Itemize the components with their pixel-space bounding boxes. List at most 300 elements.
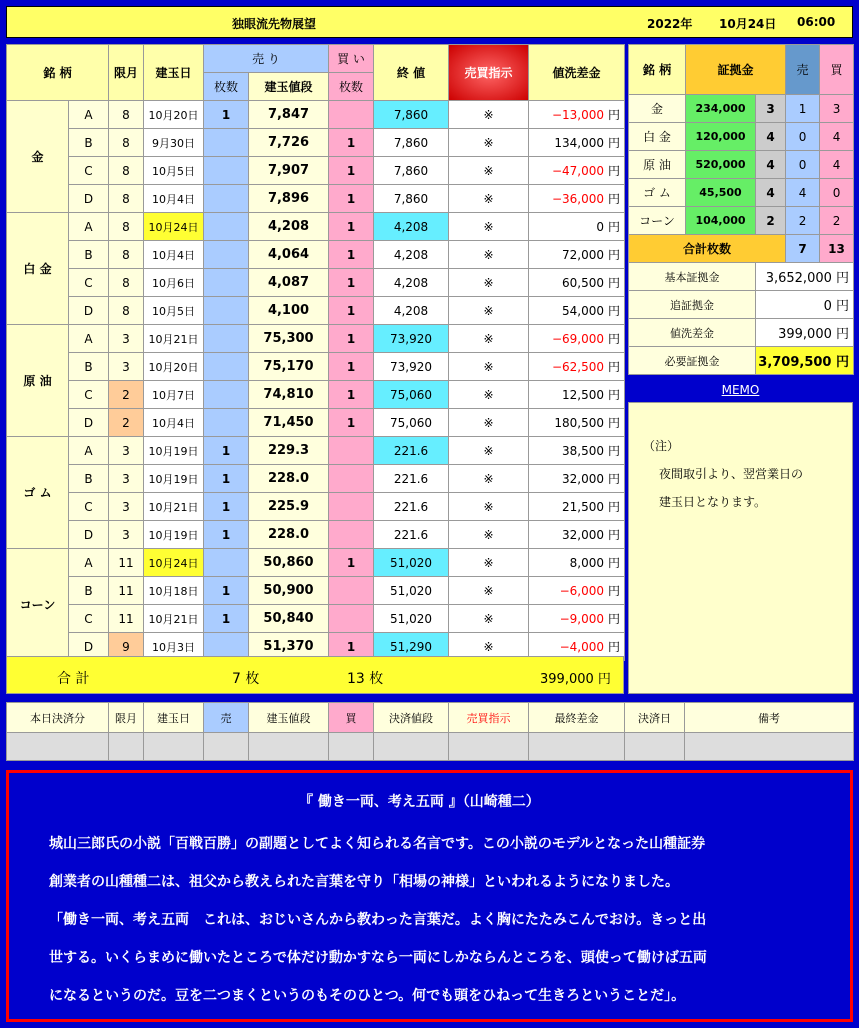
quote-title: 『 働き一両、考え五両 』（山崎種二） — [299, 794, 540, 810]
row-close: 73,920 — [374, 325, 449, 353]
side-margin: 234,000 — [686, 95, 756, 123]
side-header-sell: 売 — [786, 45, 820, 95]
header-brand: 銘 柄 — [7, 45, 109, 101]
row-signal: ※ — [449, 381, 529, 409]
table-row — [7, 129, 625, 157]
row-price: 75,170 — [249, 353, 329, 381]
row-diff-value: −69,000 — [551, 332, 604, 346]
table-row — [7, 465, 625, 493]
side-brand: 原 油 — [629, 151, 686, 179]
settle-cell — [374, 733, 449, 761]
row-diff-yen: 円 — [608, 108, 621, 122]
row-date: 10月20日 — [144, 101, 204, 129]
row-buy-count: 1 — [329, 157, 374, 185]
quote-box — [6, 770, 853, 1022]
row-sell-count — [204, 297, 249, 325]
table-row — [7, 521, 625, 549]
row-date: 10月21日 — [144, 605, 204, 633]
row-month: 8 — [109, 129, 144, 157]
row-month: 2 — [109, 409, 144, 437]
side-header-margin: 証拠金 — [686, 45, 786, 95]
row-close: 7,860 — [374, 185, 449, 213]
summary-value: 3,709,500 円 — [756, 347, 854, 375]
row-sell-count — [204, 325, 249, 353]
settle-cell — [144, 733, 204, 761]
row-sell-count — [204, 409, 249, 437]
quote-line-5: になるというのだ。豆を二つまくというのもそのひとつ。何でも頭をひねって生きろということだ」。 — [49, 988, 686, 1004]
row-diff — [529, 325, 625, 353]
settle-header: 備考 — [685, 703, 854, 733]
header-sell: 売 り — [204, 45, 329, 73]
row-signal: ※ — [449, 605, 529, 633]
row-diff-yen: 円 — [608, 556, 621, 570]
row-key: A — [69, 325, 109, 353]
row-date: 10月5日 — [144, 157, 204, 185]
row-diff — [529, 213, 625, 241]
row-close: 51,020 — [374, 577, 449, 605]
settle-header: 売 — [204, 703, 249, 733]
row-month: 3 — [109, 465, 144, 493]
settle-cell — [529, 733, 625, 761]
side-count: 3 — [756, 95, 786, 123]
brand-name: コーン — [7, 549, 69, 661]
row-buy-count — [329, 465, 374, 493]
row-close: 221.6 — [374, 493, 449, 521]
memo-box — [628, 402, 853, 694]
row-date: 10月7日 — [144, 381, 204, 409]
header-date: 10月24日 — [719, 17, 777, 31]
row-diff-yen: 円 — [608, 248, 621, 262]
row-month: 3 — [109, 521, 144, 549]
row-diff-value: 32,000 — [562, 528, 604, 542]
side-buy: 4 — [820, 123, 854, 151]
title-bar — [6, 6, 853, 38]
memo-link[interactable]: MEMO — [628, 378, 853, 402]
row-key: D — [69, 297, 109, 325]
table-row — [7, 381, 625, 409]
row-diff — [529, 185, 625, 213]
header-date: 建玉日 — [144, 45, 204, 101]
row-diff-yen: 円 — [608, 444, 621, 458]
row-key: B — [69, 241, 109, 269]
settle-cell — [7, 733, 109, 761]
row-diff-value: 32,000 — [562, 472, 604, 486]
row-diff — [529, 101, 625, 129]
row-sell-count — [204, 157, 249, 185]
row-diff-yen: 円 — [608, 360, 621, 374]
row-diff-yen: 円 — [608, 276, 621, 290]
row-diff-value: −62,500 — [551, 360, 604, 374]
summary-row — [629, 291, 854, 319]
row-month: 3 — [109, 325, 144, 353]
row-diff — [529, 129, 625, 157]
settle-header: 決済日 — [625, 703, 685, 733]
row-close: 4,208 — [374, 241, 449, 269]
row-diff-value: −36,000 — [551, 192, 604, 206]
table-row — [7, 325, 625, 353]
row-signal: ※ — [449, 633, 529, 661]
row-diff — [529, 381, 625, 409]
row-buy-count: 1 — [329, 269, 374, 297]
row-buy-count: 1 — [329, 185, 374, 213]
row-month: 8 — [109, 269, 144, 297]
row-diff-yen: 円 — [608, 136, 621, 150]
row-signal: ※ — [449, 325, 529, 353]
quote-line-2: 創業者の山種種二は、祖父から教えられた言葉を守り「相場の神様」といわれるようになりました。 — [49, 874, 679, 890]
side-margin: 120,000 — [686, 123, 756, 151]
row-diff — [529, 353, 625, 381]
row-date: 10月21日 — [144, 493, 204, 521]
side-total-buy: 13 — [820, 235, 854, 263]
row-diff-yen: 円 — [608, 584, 621, 598]
summary-value: 0 円 — [756, 291, 854, 319]
row-buy-count: 1 — [329, 129, 374, 157]
table-row — [7, 353, 625, 381]
row-signal: ※ — [449, 577, 529, 605]
summary-row — [629, 319, 854, 347]
row-date: 10月4日 — [144, 409, 204, 437]
side-row — [629, 179, 854, 207]
row-close: 221.6 — [374, 521, 449, 549]
side-brand: ゴ ム — [629, 179, 686, 207]
row-signal: ※ — [449, 269, 529, 297]
summary-row — [629, 263, 854, 291]
row-key: D — [69, 521, 109, 549]
row-close: 4,208 — [374, 213, 449, 241]
row-diff-yen: 円 — [608, 612, 621, 626]
side-buy: 2 — [820, 207, 854, 235]
row-diff — [529, 521, 625, 549]
row-price: 4,087 — [249, 269, 329, 297]
row-diff-yen: 円 — [608, 472, 621, 486]
row-close: 221.6 — [374, 465, 449, 493]
row-diff-value: 38,500 — [562, 444, 604, 458]
header-time: 06:00 — [797, 15, 836, 29]
row-key: D — [69, 633, 109, 661]
row-diff-value: −47,000 — [551, 164, 604, 178]
row-signal: ※ — [449, 157, 529, 185]
row-date: 10月6日 — [144, 269, 204, 297]
row-diff-yen: 円 — [608, 220, 621, 234]
side-brand: コーン — [629, 207, 686, 235]
table-row — [7, 269, 625, 297]
row-diff — [529, 577, 625, 605]
row-price: 7,896 — [249, 185, 329, 213]
row-key: A — [69, 549, 109, 577]
row-price: 4,064 — [249, 241, 329, 269]
row-key: C — [69, 605, 109, 633]
total-sell: 7 枚 — [232, 671, 260, 687]
side-buy: 0 — [820, 179, 854, 207]
row-sell-count — [204, 381, 249, 409]
row-diff-value: 12,500 — [562, 388, 604, 402]
header-buy: 買 い — [329, 45, 374, 73]
row-diff — [529, 241, 625, 269]
row-diff — [529, 493, 625, 521]
row-buy-count — [329, 437, 374, 465]
row-price: 229.3 — [249, 437, 329, 465]
settle-header: 売買指示 — [449, 703, 529, 733]
row-buy-count — [329, 493, 374, 521]
row-price: 75,300 — [249, 325, 329, 353]
row-key: B — [69, 577, 109, 605]
row-sell-count — [204, 241, 249, 269]
row-key: B — [69, 353, 109, 381]
header-price: 建玉値段 — [249, 73, 329, 101]
row-diff-yen: 円 — [608, 304, 621, 318]
row-close: 7,860 — [374, 157, 449, 185]
row-month: 9 — [109, 633, 144, 661]
table-row — [7, 185, 625, 213]
side-brand: 金 — [629, 95, 686, 123]
row-sell-count — [204, 185, 249, 213]
row-diff-value: 60,500 — [562, 276, 604, 290]
summary-label: 必要証拠金 — [629, 347, 756, 375]
settlement-table — [6, 702, 854, 761]
row-diff — [529, 605, 625, 633]
row-diff-yen: 円 — [608, 192, 621, 206]
row-price: 7,907 — [249, 157, 329, 185]
table-row — [7, 437, 625, 465]
row-diff-yen: 円 — [608, 640, 621, 654]
row-sell-count: 1 — [204, 493, 249, 521]
row-diff — [529, 437, 625, 465]
brand-name: 金 — [7, 101, 69, 213]
row-key: A — [69, 101, 109, 129]
row-signal: ※ — [449, 549, 529, 577]
row-sell-count: 1 — [204, 465, 249, 493]
row-diff-value: 54,000 — [562, 304, 604, 318]
side-row — [629, 207, 854, 235]
row-price: 7,847 — [249, 101, 329, 129]
summary-label: 追証拠金 — [629, 291, 756, 319]
side-count: 4 — [756, 123, 786, 151]
header-year: 2022年 — [647, 17, 693, 31]
row-buy-count: 1 — [329, 381, 374, 409]
row-diff — [529, 297, 625, 325]
row-close: 73,920 — [374, 353, 449, 381]
row-buy-count: 1 — [329, 325, 374, 353]
row-signal: ※ — [449, 409, 529, 437]
row-diff-value: −9,000 — [559, 612, 604, 626]
row-month: 8 — [109, 101, 144, 129]
row-buy-count — [329, 521, 374, 549]
row-close: 51,290 — [374, 633, 449, 661]
side-margin: 104,000 — [686, 207, 756, 235]
row-sell-count: 1 — [204, 101, 249, 129]
row-diff — [529, 269, 625, 297]
row-key: B — [69, 129, 109, 157]
table-row — [7, 549, 625, 577]
row-sell-count — [204, 129, 249, 157]
row-buy-count: 1 — [329, 633, 374, 661]
row-diff-value: −4,000 — [559, 640, 604, 654]
row-date: 10月4日 — [144, 185, 204, 213]
settle-header: 買 — [329, 703, 374, 733]
row-close: 4,208 — [374, 297, 449, 325]
row-date: 10月24日 — [144, 213, 204, 241]
table-row — [7, 605, 625, 633]
row-sell-count — [204, 549, 249, 577]
row-signal: ※ — [449, 185, 529, 213]
row-diff-value: 72,000 — [562, 248, 604, 262]
row-close: 75,060 — [374, 381, 449, 409]
row-diff-yen: 円 — [608, 416, 621, 430]
total-row — [6, 656, 624, 694]
side-sell: 4 — [786, 179, 820, 207]
page-title: 独眼流先物展望 — [232, 17, 317, 31]
row-price: 50,860 — [249, 549, 329, 577]
row-diff-yen: 円 — [608, 332, 621, 346]
row-date: 10月5日 — [144, 297, 204, 325]
row-key: C — [69, 269, 109, 297]
summary-row — [629, 347, 854, 375]
row-diff-yen: 円 — [608, 388, 621, 402]
row-diff-yen: 円 — [608, 164, 621, 178]
row-buy-count — [329, 101, 374, 129]
row-buy-count: 1 — [329, 353, 374, 381]
header-month: 限月 — [109, 45, 144, 101]
row-price: 50,900 — [249, 577, 329, 605]
side-sell: 0 — [786, 151, 820, 179]
quote-line-3: 「働き一両、考え五両 これは、おじいさんから教わった言葉だ。よく胸にたたみこんでおけ。きっと出 — [49, 912, 707, 928]
side-row — [629, 95, 854, 123]
row-price: 71,450 — [249, 409, 329, 437]
brand-name: ゴ ム — [7, 437, 69, 549]
table-row — [7, 577, 625, 605]
row-close: 7,860 — [374, 129, 449, 157]
row-key: B — [69, 465, 109, 493]
side-margin: 45,500 — [686, 179, 756, 207]
summary-label: 基本証拠金 — [629, 263, 756, 291]
row-sell-count: 1 — [204, 437, 249, 465]
row-signal: ※ — [449, 465, 529, 493]
row-month: 8 — [109, 213, 144, 241]
settle-cell — [625, 733, 685, 761]
row-close: 4,208 — [374, 269, 449, 297]
settle-cell — [249, 733, 329, 761]
row-diff-value: −6,000 — [559, 584, 604, 598]
margin-table — [628, 44, 854, 375]
row-close: 51,020 — [374, 549, 449, 577]
settle-cell — [685, 733, 854, 761]
row-date: 9月30日 — [144, 129, 204, 157]
table-row — [7, 493, 625, 521]
row-close: 75,060 — [374, 409, 449, 437]
brand-name: 原 油 — [7, 325, 69, 437]
row-price: 51,370 — [249, 633, 329, 661]
side-count: 4 — [756, 151, 786, 179]
row-diff-value: −13,000 — [551, 108, 604, 122]
side-count: 4 — [756, 179, 786, 207]
row-month: 8 — [109, 157, 144, 185]
row-key: C — [69, 381, 109, 409]
memo-line-1: （注） — [643, 439, 680, 453]
row-diff-value: 180,500 — [554, 416, 604, 430]
row-price: 4,100 — [249, 297, 329, 325]
row-buy-count — [329, 605, 374, 633]
settle-header: 決済値段 — [374, 703, 449, 733]
row-price: 225.9 — [249, 493, 329, 521]
row-month: 3 — [109, 437, 144, 465]
row-signal: ※ — [449, 437, 529, 465]
row-month: 2 — [109, 381, 144, 409]
row-buy-count: 1 — [329, 297, 374, 325]
side-total-label: 合計枚数 — [629, 235, 786, 263]
side-sell: 1 — [786, 95, 820, 123]
settle-header: 建玉値段 — [249, 703, 329, 733]
row-key: C — [69, 157, 109, 185]
row-diff-value: 8,000 — [569, 556, 604, 570]
row-month: 8 — [109, 185, 144, 213]
table-row — [7, 157, 625, 185]
side-sell: 0 — [786, 123, 820, 151]
side-count: 2 — [756, 207, 786, 235]
row-diff — [529, 549, 625, 577]
brand-name: 白 金 — [7, 213, 69, 325]
row-price: 7,726 — [249, 129, 329, 157]
row-key: D — [69, 185, 109, 213]
row-month: 11 — [109, 577, 144, 605]
settle-header: 建玉日 — [144, 703, 204, 733]
settle-header: 本日決済分 — [7, 703, 109, 733]
row-sell-count: 1 — [204, 577, 249, 605]
row-buy-count: 1 — [329, 241, 374, 269]
side-row — [629, 123, 854, 151]
row-month: 3 — [109, 353, 144, 381]
row-key: C — [69, 493, 109, 521]
row-month: 3 — [109, 493, 144, 521]
summary-value: 399,000 円 — [756, 319, 854, 347]
side-brand: 白 金 — [629, 123, 686, 151]
side-buy: 3 — [820, 95, 854, 123]
row-date: 10月20日 — [144, 353, 204, 381]
header-close: 終 値 — [374, 45, 449, 101]
table-row — [7, 297, 625, 325]
row-signal: ※ — [449, 241, 529, 269]
row-diff-value: 0 — [596, 220, 604, 234]
row-date: 10月19日 — [144, 437, 204, 465]
side-sell: 2 — [786, 207, 820, 235]
row-close: 7,860 — [374, 101, 449, 129]
row-diff — [529, 409, 625, 437]
row-close: 51,020 — [374, 605, 449, 633]
row-diff — [529, 465, 625, 493]
side-buy: 4 — [820, 151, 854, 179]
settle-header: 最終差金 — [529, 703, 625, 733]
positions-table — [6, 44, 625, 661]
row-month: 11 — [109, 549, 144, 577]
header-signal: 売買指示 — [449, 45, 529, 101]
row-month: 8 — [109, 297, 144, 325]
row-price: 228.0 — [249, 521, 329, 549]
row-diff-yen: 円 — [608, 500, 621, 514]
settle-cell — [204, 733, 249, 761]
settle-header: 限月 — [109, 703, 144, 733]
row-diff-value: 21,500 — [562, 500, 604, 514]
row-price: 50,840 — [249, 605, 329, 633]
row-date: 10月4日 — [144, 241, 204, 269]
row-signal: ※ — [449, 493, 529, 521]
settle-cell — [449, 733, 529, 761]
total-buy: 13 枚 — [347, 671, 384, 687]
table-row — [7, 409, 625, 437]
row-buy-count — [329, 577, 374, 605]
row-price: 74,810 — [249, 381, 329, 409]
row-month: 8 — [109, 241, 144, 269]
row-key: A — [69, 437, 109, 465]
row-signal: ※ — [449, 297, 529, 325]
